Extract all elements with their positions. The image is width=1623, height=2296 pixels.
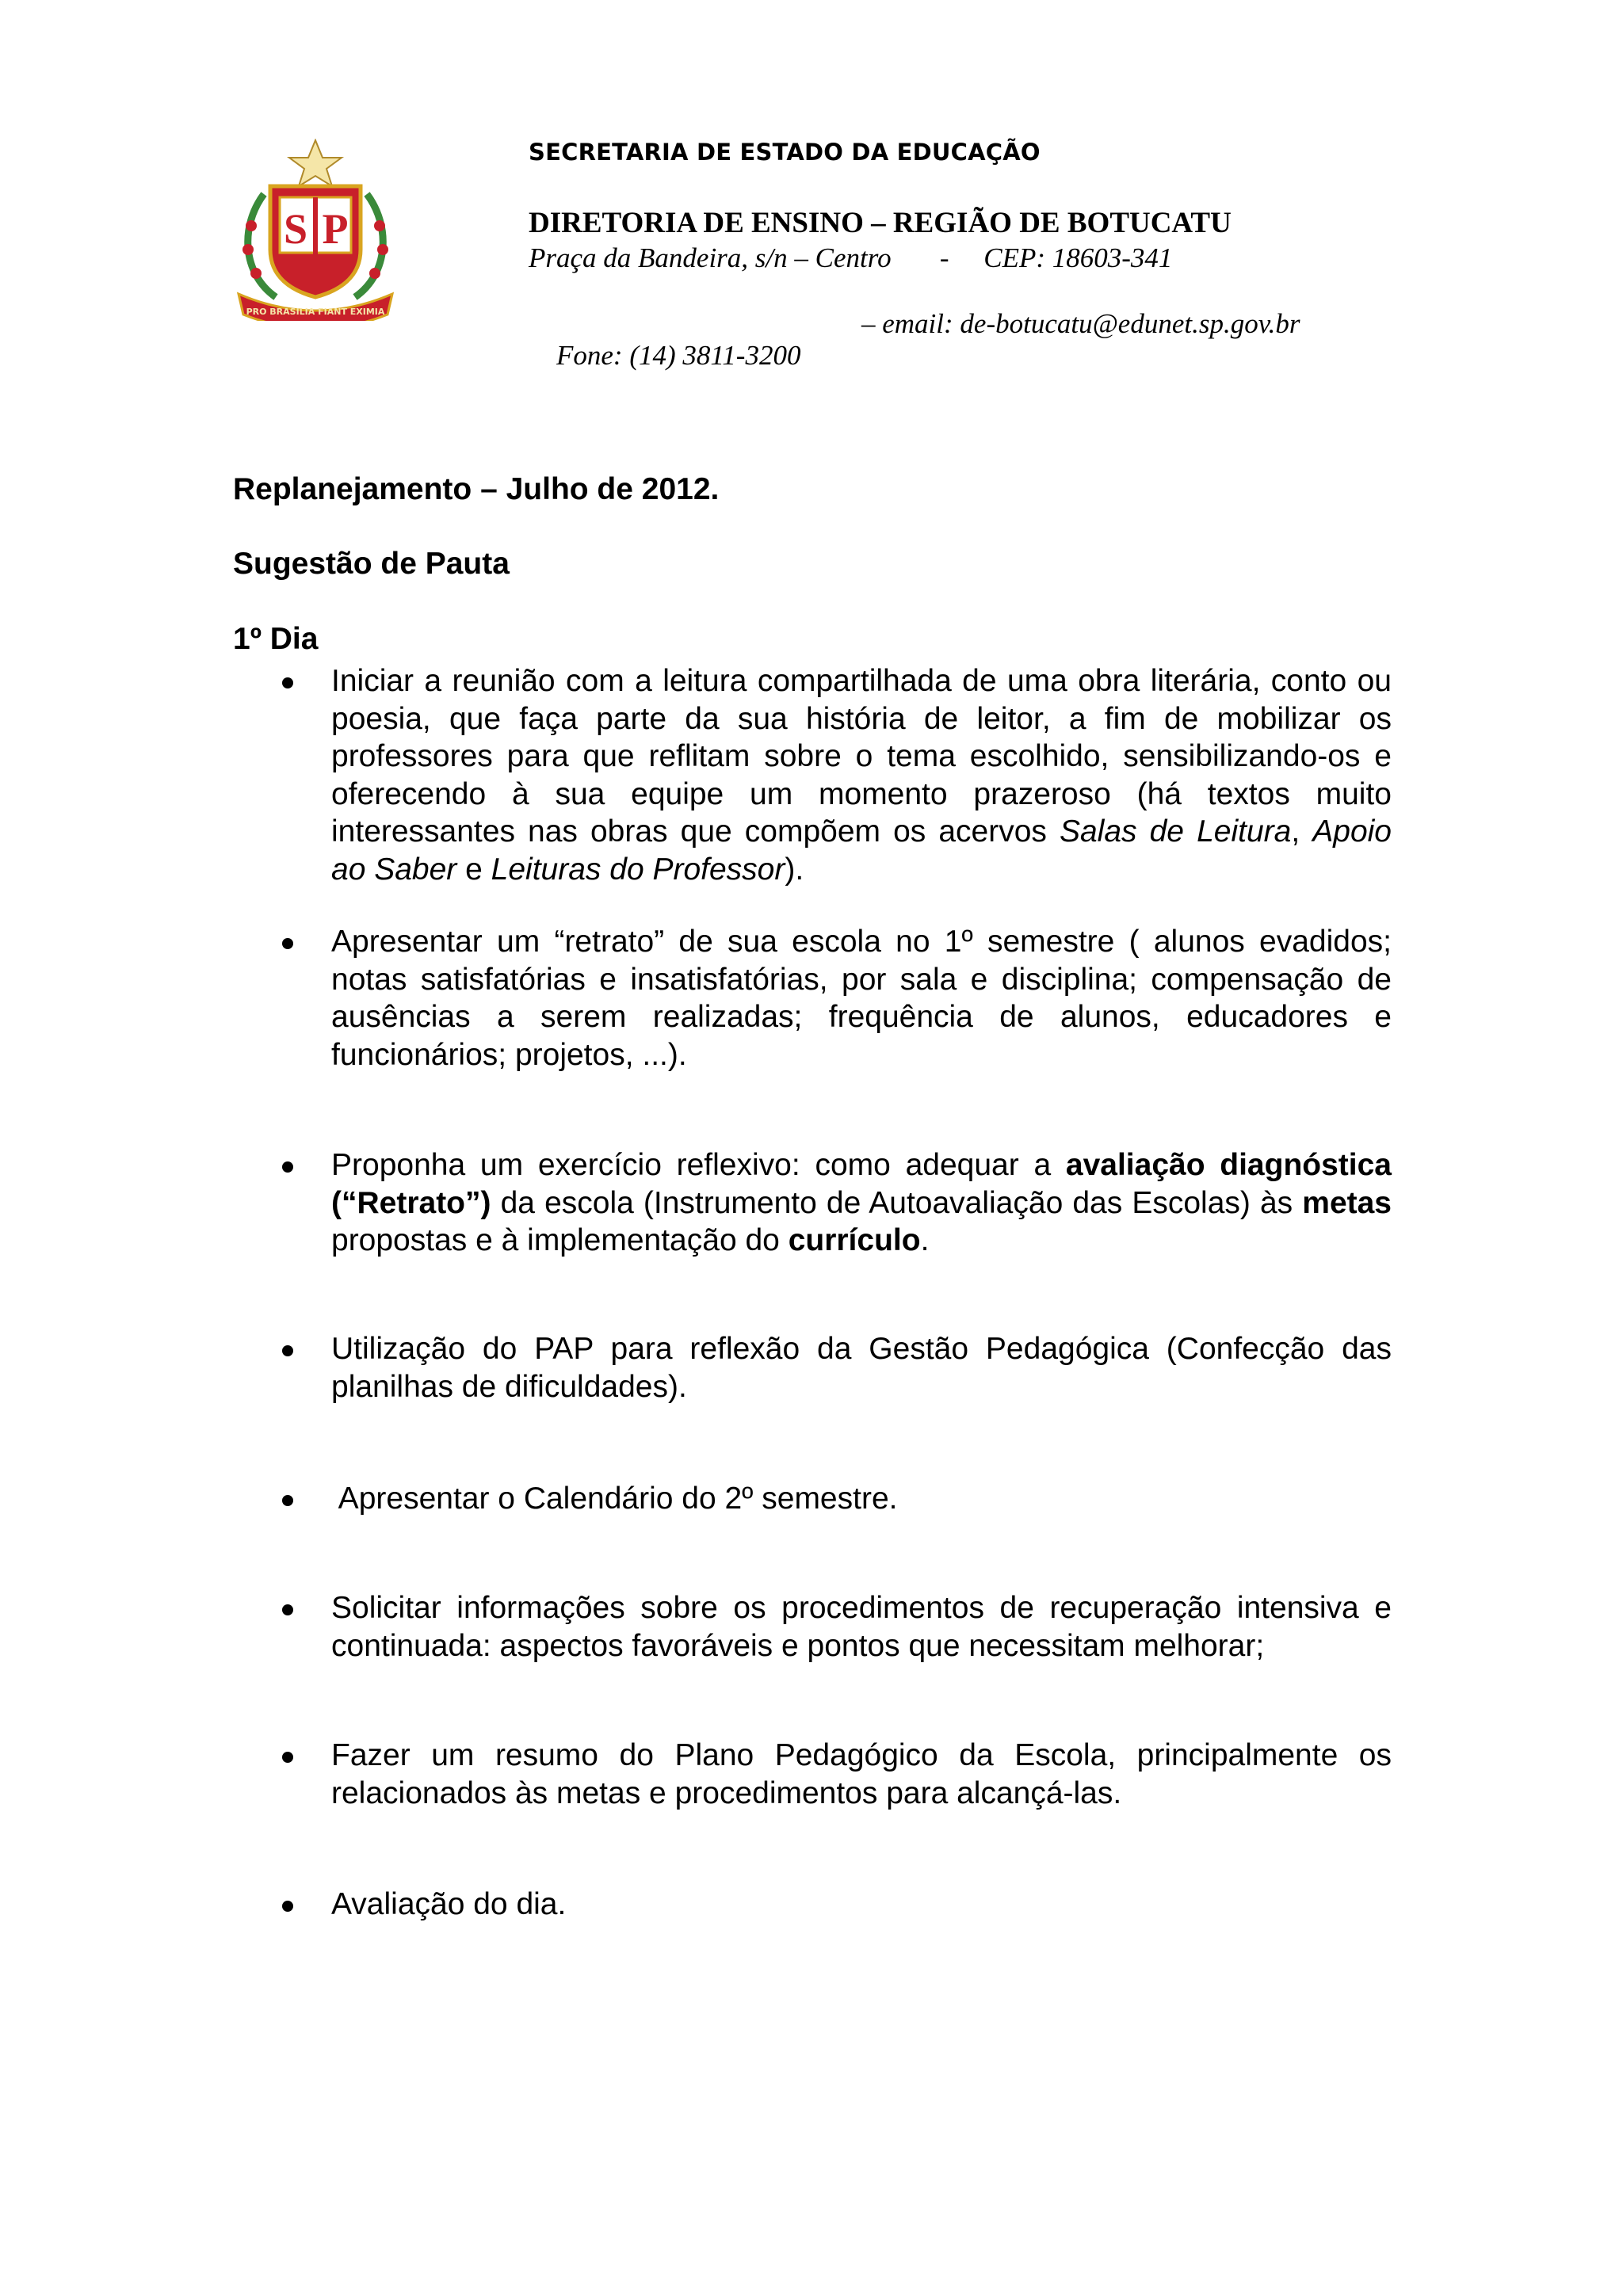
list-item-text: Proponha um exercício reflexivo: como adequar a avaliação diagnóstica (“Retrato”) da escola (Instrumento de Autoavaliação das Escolas) às metas propostas e à implementação do currículo. <box>331 1148 1392 1257</box>
list-item <box>233 1330 1392 1405</box>
day-label: 1º Dia <box>233 622 319 656</box>
bullet-icon <box>282 1901 293 1912</box>
bullet-icon <box>282 938 293 949</box>
header-email[interactable]: – email: de-botucatu@edunet.sp.gov.br <box>861 308 1300 339</box>
header-phone: Fone: (14) 3811-3200 <box>556 340 801 371</box>
list-item-text: Apresentar um “retrato” de sua escola no 1º semestre ( alunos evadidos; notas satisfatórias e insatisfatórias, por sala e disciplina; compensação de ausências a serem realizadas; frequência de alunos, educadores e funcionários; projetos, ...). <box>331 925 1392 1072</box>
bullet-icon <box>282 677 293 688</box>
list-item-text: Apresentar o Calendário do 2º semestre. <box>331 1482 898 1516</box>
list-item-text: Utilização do PAP para reflexão da Gestão Pedagógica (Confecção das planilhas de dificuldades). <box>331 1332 1392 1404</box>
bullet-icon <box>282 1752 293 1763</box>
list-item <box>233 1737 1392 1812</box>
list-item <box>233 662 1392 888</box>
list-item <box>233 1146 1392 1260</box>
crest-letter-s: S <box>283 205 308 253</box>
header-contact <box>529 308 1300 435</box>
header-diretoria: DIRETORIA DE ENSINO – REGIÃO DE BOTUCATU <box>529 207 1232 239</box>
header-address: Praça da Bandeira, s/n – Centro - CEP: 18603-341 <box>529 242 1173 273</box>
bullet-icon <box>282 1495 293 1506</box>
list-item <box>233 1589 1392 1665</box>
state-coat-of-arms-icon <box>232 139 399 321</box>
crest-letter-p: P <box>322 205 349 253</box>
list-item-text: Iniciar a reunião com a leitura compartilhada de uma obra literária, conto ou poesia, que faça parte da sua história de leitor, a fim de mobilizar os professores para que reflitam sobre o tema escolhido, sensibilizando-os e oferecendo à sua equipe um momento prazeroso (há textos muito interessantes nas obras que compõem os acervos Salas de Leitura, Apoio ao Saber e Leituras do Professor). <box>331 664 1392 887</box>
bullet-icon <box>282 1345 293 1356</box>
crest-motto: PRO BRASILIA FIANT EXIMIA <box>246 307 385 317</box>
bullet-icon <box>282 1161 293 1173</box>
list-item <box>233 1480 1392 1518</box>
list-item-text: Fazer um resumo do Plano Pedagógico da Escola, principalmente os relacionados às metas e procedimentos para alcançá-las. <box>331 1738 1392 1810</box>
header-secretaria: SECRETARIA DE ESTADO DA EDUCAÇÃO <box>529 139 1041 166</box>
section-subtitle: Sugestão de Pauta <box>233 547 510 581</box>
list-item <box>233 923 1392 1074</box>
bullet-icon <box>282 1604 293 1615</box>
list-item <box>233 1886 1392 1924</box>
page-title: Replanejamento – Julho de 2012. <box>233 472 720 506</box>
list-item-text: Solicitar informações sobre os procedimentos de recuperação intensiva e continuada: aspectos favoráveis e pontos que necessitam melhorar; <box>331 1591 1392 1663</box>
list-item-text: Avaliação do dia. <box>331 1887 567 1921</box>
